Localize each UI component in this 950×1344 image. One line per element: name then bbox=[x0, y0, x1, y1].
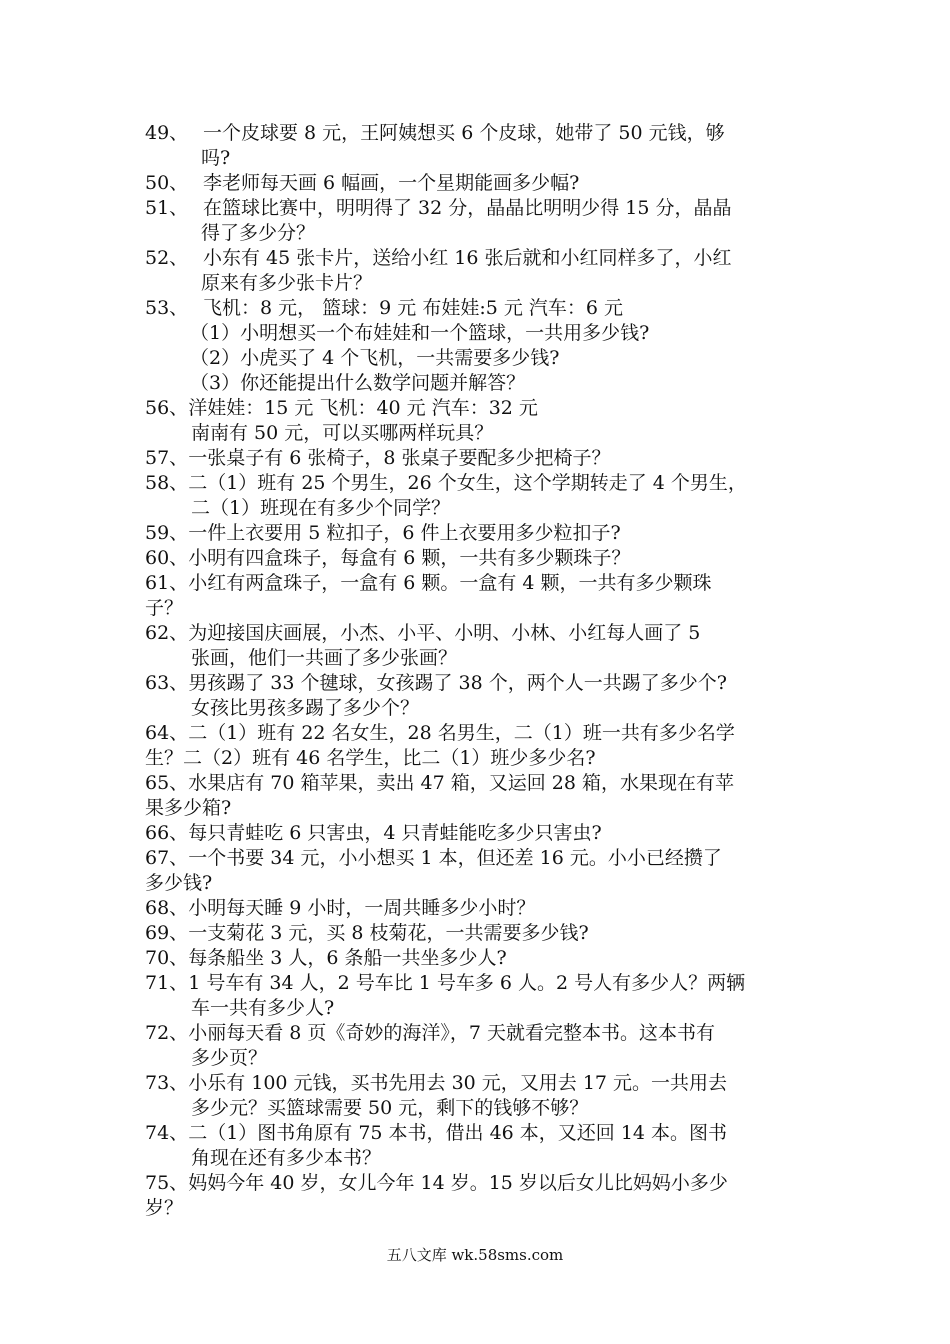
question-continuation: 吗? bbox=[201, 147, 231, 169]
question-text: 妈妈今年 40 岁，女儿今年 14 岁。15 岁以后女儿比妈妈小多少 bbox=[188, 1172, 728, 1194]
question-number: 56、 bbox=[145, 397, 189, 419]
question-first-line bbox=[145, 1071, 825, 1096]
question-text: 每条船坐 3 人，6 条船一共坐多少人? bbox=[188, 947, 507, 969]
question-wrap-line: 子？ bbox=[145, 597, 184, 619]
question-number: 61、 bbox=[145, 572, 189, 594]
question-text: 李老师每天画 6 幅画，一个星期能画多少幅? bbox=[203, 172, 580, 194]
question-number: 64、 bbox=[145, 722, 189, 744]
question-first-line bbox=[145, 246, 825, 271]
question-first-line bbox=[145, 196, 825, 221]
question-continuation: 车一共有多少人? bbox=[191, 997, 335, 1019]
question-continuation: 南南有 50 元，可以买哪两样玩具？ bbox=[191, 422, 494, 444]
question-first-line bbox=[145, 846, 825, 871]
question-continuation: 二（1）班现在有多少个同学？ bbox=[191, 497, 451, 519]
question-text: 二（1）班有 22 名女生，28 名男生，二（1）班一共有多少名学 bbox=[188, 722, 735, 744]
question-first-line bbox=[145, 721, 825, 746]
question-number: 58、 bbox=[145, 472, 189, 494]
question-first-line bbox=[145, 571, 825, 596]
question-number: 75、 bbox=[145, 1172, 189, 1194]
question-first-line bbox=[145, 471, 825, 496]
question-continuation: 原来有多少张卡片？ bbox=[201, 272, 373, 294]
question-item bbox=[145, 721, 825, 771]
question-item bbox=[145, 1171, 825, 1221]
question-text: 男孩踢了 33 个毽球，女孩踢了 38 个，两个人一共踢了多少个? bbox=[188, 672, 727, 694]
question-number: 49、 bbox=[145, 122, 189, 144]
question-first-line bbox=[145, 521, 825, 546]
question-number: 74、 bbox=[145, 1122, 189, 1144]
question-text: 在篮球比赛中，明明得了 32 分，晶晶比明明少得 15 分，晶晶 bbox=[203, 197, 732, 219]
question-first-line bbox=[145, 1171, 825, 1196]
question-text: 二（1）图书角原有 75 本书，借出 46 本，又还回 14 本。图书 bbox=[188, 1122, 728, 1144]
question-first-line bbox=[145, 396, 825, 421]
question-continuation: 得了多少分？ bbox=[201, 222, 316, 244]
question-number: 63、 bbox=[145, 672, 189, 694]
question-item bbox=[145, 371, 825, 396]
question-text: 一个皮球要 8 元，王阿姨想买 6 个皮球，她带了 50 元钱，够 bbox=[203, 122, 725, 144]
question-item bbox=[145, 521, 825, 546]
question-continuation: 张画，他们一共画了多少张画？ bbox=[191, 647, 458, 669]
question-item bbox=[145, 446, 825, 471]
question-item bbox=[145, 896, 825, 921]
question-text: 小明每天睡 9 小时，一周共睡多少小时？ bbox=[188, 897, 536, 919]
question-item bbox=[145, 246, 825, 296]
sub-question: （2）小虎买了 4 个飞机，一共需要多少钱? bbox=[190, 347, 560, 369]
question-item bbox=[145, 946, 825, 971]
question-first-line bbox=[145, 546, 825, 571]
question-number: 65、 bbox=[145, 772, 189, 794]
question-item bbox=[145, 196, 825, 246]
question-item bbox=[145, 471, 825, 521]
question-text: 一个书要 34 元，小小想买 1 本，但还差 16 元。小小已经攒了 bbox=[188, 847, 722, 869]
question-text: 小东有 45 张卡片，送给小红 16 张后就和小红同样多了，小红 bbox=[203, 247, 732, 269]
question-item bbox=[145, 321, 825, 346]
question-first-line bbox=[145, 621, 825, 646]
question-wrap-line: 生？二（2）班有 46 名学生，比二（1）班少多少名? bbox=[145, 747, 596, 769]
question-item bbox=[145, 971, 825, 1021]
question-number: 50、 bbox=[145, 172, 189, 194]
question-item bbox=[145, 771, 825, 821]
question-item bbox=[145, 621, 825, 671]
question-number: 52、 bbox=[145, 247, 189, 269]
question-number: 73、 bbox=[145, 1072, 189, 1094]
question-item bbox=[145, 1121, 825, 1171]
question-continuation: 女孩比男孩多踢了多少个？ bbox=[191, 697, 420, 719]
question-item bbox=[145, 571, 825, 621]
question-text: 二（1）班有 25 个男生，26 个女生，这个学期转走了 4 个男生， bbox=[188, 472, 747, 494]
question-continuation: 多少元？买篮球需要 50 元，剩下的钱够不够？ bbox=[191, 1097, 589, 1119]
question-first-line bbox=[145, 446, 825, 471]
question-first-line bbox=[145, 896, 825, 921]
question-number: 72、 bbox=[145, 1022, 189, 1044]
question-number: 68、 bbox=[145, 897, 189, 919]
question-continuation: 角现在还有多少本书？ bbox=[191, 1147, 382, 1169]
question-number: 69、 bbox=[145, 922, 189, 944]
question-item bbox=[145, 1071, 825, 1121]
question-number: 71、 bbox=[145, 972, 189, 994]
question-item bbox=[145, 396, 825, 446]
question-first-line bbox=[145, 1121, 825, 1146]
question-text: 小丽每天看 8 页《奇妙的海洋》，7 天就看完整本书。这本书有 bbox=[188, 1022, 715, 1044]
question-text: 洋娃娃：15 元 飞机：40 元 汽车：32 元 bbox=[188, 397, 538, 419]
question-first-line bbox=[145, 946, 825, 971]
question-first-line bbox=[145, 971, 825, 996]
question-text: 小明有四盒珠子，每盒有 6 颗，一共有多少颗珠子？ bbox=[188, 547, 631, 569]
question-item bbox=[145, 296, 825, 321]
question-number: 53、 bbox=[145, 297, 189, 319]
question-wrap-line: 岁？ bbox=[145, 1197, 184, 1219]
question-first-line bbox=[145, 771, 825, 796]
question-item bbox=[145, 821, 825, 846]
question-wrap-line: 多少钱? bbox=[145, 872, 213, 894]
question-first-line bbox=[145, 1021, 825, 1046]
question-number: 66、 bbox=[145, 822, 189, 844]
question-first-line bbox=[145, 921, 825, 946]
question-number: 57、 bbox=[145, 447, 189, 469]
question-first-line bbox=[145, 121, 825, 146]
question-number: 51、 bbox=[145, 197, 189, 219]
question-item bbox=[145, 346, 825, 371]
question-item bbox=[145, 171, 825, 196]
question-text: 小乐有 100 元钱，买书先用去 30 元，又用去 17 元。一共用去 bbox=[188, 1072, 728, 1094]
question-number: 62、 bbox=[145, 622, 189, 644]
question-text: 每只青蛙吃 6 只害虫，4 只青蛙能吃多少只害虫? bbox=[188, 822, 602, 844]
question-text: 小红有两盒珠子，一盒有 6 颗。一盒有 4 颗，一共有多少颗珠 bbox=[188, 572, 712, 594]
question-item bbox=[145, 546, 825, 571]
question-number: 60、 bbox=[145, 547, 189, 569]
question-first-line bbox=[145, 671, 825, 696]
question-text: 一支菊花 3 元，买 8 枝菊花，一共需要多少钱? bbox=[188, 922, 589, 944]
question-item bbox=[145, 121, 825, 171]
question-text: 一件上衣要用 5 粒扣子，6 件上衣要用多少粒扣子? bbox=[188, 522, 621, 544]
question-text: 飞机：8 元， 篮球：9 元 布娃娃:5 元 汽车：6 元 bbox=[203, 297, 624, 319]
question-text: 一张桌子有 6 张椅子，8 张桌子要配多少把椅子？ bbox=[188, 447, 611, 469]
sub-question: （1）小明想买一个布娃娃和一个篮球，一共用多少钱? bbox=[190, 322, 650, 344]
page-footer: 五八文库 wk.58sms.com bbox=[386, 1246, 564, 1264]
question-text: 水果店有 70 箱苹果，卖出 47 箱，又运回 28 箱，水果现在有苹 bbox=[188, 772, 734, 794]
question-number: 59、 bbox=[145, 522, 189, 544]
question-first-line bbox=[145, 296, 825, 321]
question-number: 67、 bbox=[145, 847, 189, 869]
question-wrap-line: 果多少箱? bbox=[145, 797, 232, 819]
question-text: 为迎接国庆画展，小杰、小平、小明、小林、小红每人画了 5 bbox=[188, 622, 701, 644]
question-text: 1 号车有 34 人，2 号车比 1 号车多 6 人。2 号人有多少人？两辆 bbox=[188, 972, 746, 994]
sub-question: （3）你还能提出什么数学问题并解答？ bbox=[190, 372, 526, 394]
question-first-line bbox=[145, 821, 825, 846]
question-continuation: 多少页？ bbox=[191, 1047, 268, 1069]
question-first-line bbox=[145, 171, 825, 196]
question-list bbox=[145, 121, 825, 1221]
question-item bbox=[145, 921, 825, 946]
question-item bbox=[145, 671, 825, 721]
question-item bbox=[145, 846, 825, 896]
question-number: 70、 bbox=[145, 947, 189, 969]
question-item bbox=[145, 1021, 825, 1071]
